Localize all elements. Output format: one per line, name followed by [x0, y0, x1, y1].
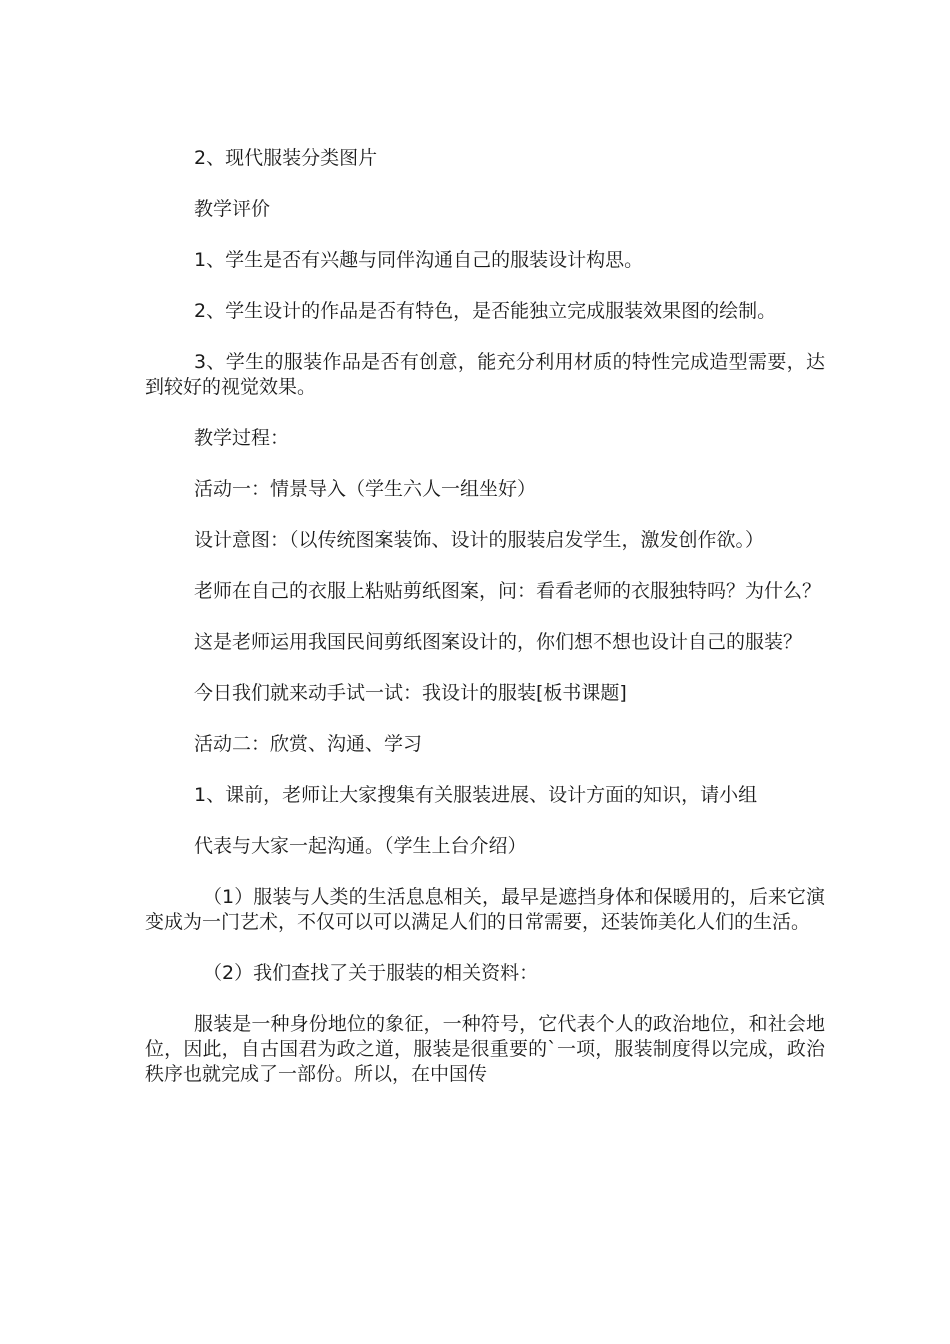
paragraph-8: 设计意图：（以传统图案装饰、设计的服装启发学生，激发创作欲。）	[194, 529, 765, 551]
paragraph-13: 1、课前，老师让大家搜集有关服装进展、设计方面的知识，请小组	[194, 784, 758, 806]
paragraph-12: 活动二：欣赏、沟通、学习	[194, 733, 423, 755]
paragraph-9: 老师在自己的衣服上粘贴剪纸图案，问：看看老师的衣服独特吗？为什么？	[194, 580, 822, 602]
paragraph-10: 这是老师运用我国民间剪纸图案设计的，你们想不想也设计自己的服装？	[194, 631, 803, 653]
paragraph-11: 今日我们就来动手试一试：我设计的服装[板书课题]	[194, 682, 627, 704]
paragraph-5: 3、学生的服装作品是否有创意，能充分利用材质的特性完成造型需要，达到较好的视觉效果。	[145, 351, 825, 398]
paragraph-6: 教学过程：	[194, 427, 290, 449]
paragraph-3: 1、学生是否有兴趣与同伴沟通自己的服装设计构思。	[194, 249, 644, 271]
paragraph-15: （1）服装与人类的生活息息相关，最早是遮挡身体和保暖用的，后来它演变成为一门艺术，不仅可以可以满足人们的日常需要，还装饰美化人们的生活。	[145, 886, 825, 933]
paragraph-1: 2、现代服装分类图片	[194, 147, 378, 169]
paragraph-17: 服装是一种身份地位的象征，一种符号，它代表个人的政治地位，和社会地位，因此，自古国君为政之道，服装是很重要的`一项，服装制度得以完成，政治秩序也就完成了一部份。所以，在中国传	[145, 1013, 825, 1085]
document-body	[145, 146, 825, 1113]
paragraph-4: 2、学生设计的作品是否有特色，是否能独立完成服装效果图的绘制。	[194, 300, 777, 322]
paragraph-7: 活动一：情景导入（学生六人一组坐好）	[194, 478, 537, 500]
paragraph-2: 教学评价	[194, 198, 271, 220]
paragraph-14: 代表与大家一起沟通。（学生上台介绍）	[194, 835, 527, 857]
paragraph-16: （2）我们查找了关于服装的相关资料：	[203, 962, 539, 984]
